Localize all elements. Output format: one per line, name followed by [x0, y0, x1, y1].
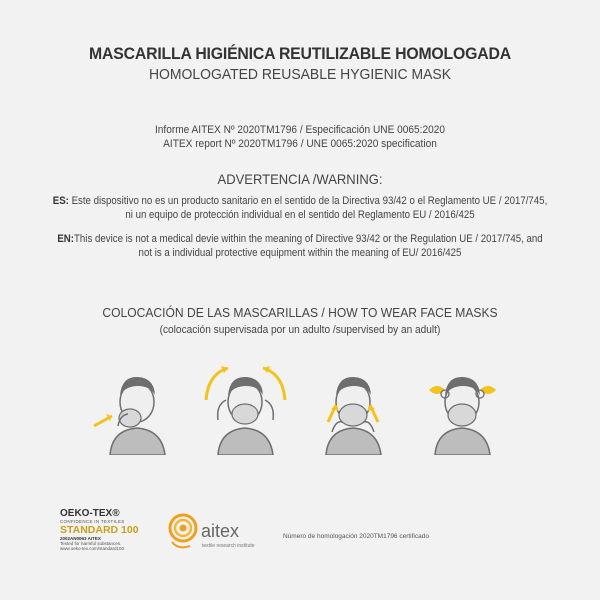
step-1-hold-mask-illustration	[90, 360, 185, 455]
oeko-tex-cert-number: 2002AN0063 AITEX	[60, 536, 101, 541]
oeko-tex-standard: STANDARD 100	[60, 524, 139, 536]
oeko-tex-tested: Tested for harmful substances.	[60, 541, 122, 546]
report-line-es: Informe AITEX Nº 2020TM1796 / Especificación UNE 0065:2020	[154, 124, 446, 136]
report-info	[24, 123, 576, 151]
howto-subtitle: (colocación supervisada por un adulto /supervised by an adult)	[159, 324, 441, 336]
oeko-tex-confidence: CONFIDENCE IN TEXTILES	[60, 519, 125, 524]
howto-title: COLOCACIÓN DE LAS MASCARILLAS / HOW TO WEAR FACE MASKS	[102, 305, 498, 320]
warning-es-label: ES:	[52, 195, 69, 207]
page-subtitle: HOMOLOGATED REUSABLE HYGIENIC MASK	[148, 66, 452, 83]
warning-es-line1: Este dispositivo no es un producto sanitario en el sentido de la Directiva 93/42 o el Reglamento UE / 2017/745,	[71, 195, 548, 207]
oeko-tex-url: www.oeko-tex.com/standard100	[60, 546, 125, 551]
warning-en	[36, 232, 564, 260]
oeko-tex-badge	[60, 508, 155, 578]
aitex-swirl-icon	[168, 512, 198, 552]
warning-es	[36, 194, 564, 222]
warning-en-label: EN:	[57, 233, 74, 245]
warning-title: ADVERTENCIA /WARNING:	[217, 171, 383, 187]
page-title: MASCARILLA HIGIÉNICA REUTILIZABLE HOMOLOGADA	[89, 44, 511, 63]
mask-steps-illustration	[90, 360, 510, 455]
aitex-tagline: textile research institute	[202, 543, 255, 549]
homologation-number: Número de homologación 2020TM1796 certificado	[283, 533, 429, 540]
step-3-adjust-chin-illustration	[306, 360, 401, 455]
report-line-en: AITEX report Nº 2020TM1796 / UNE 0065:2020 specification	[163, 138, 437, 150]
step-2-loops-over-ears-illustration	[198, 360, 293, 455]
warning-en-line2: not is a individual protective equipment within the meaning of EU/ 2016/425	[138, 247, 462, 259]
warning-es-line2: ni un equipo de protección individual en el sentido del Reglamento EU / 2016/425	[125, 209, 475, 221]
oeko-tex-logo-text: OEKO-TEX®	[60, 508, 120, 519]
aitex-brand-text: aitex	[201, 521, 240, 541]
step-4-check-fit-illustration	[415, 360, 510, 455]
warning-en-line1: This device is not a medical devie within the meaning of Directive 93/42 or the Regulation UE / 2017/745, and	[73, 233, 543, 245]
aitex-logo	[168, 512, 278, 562]
